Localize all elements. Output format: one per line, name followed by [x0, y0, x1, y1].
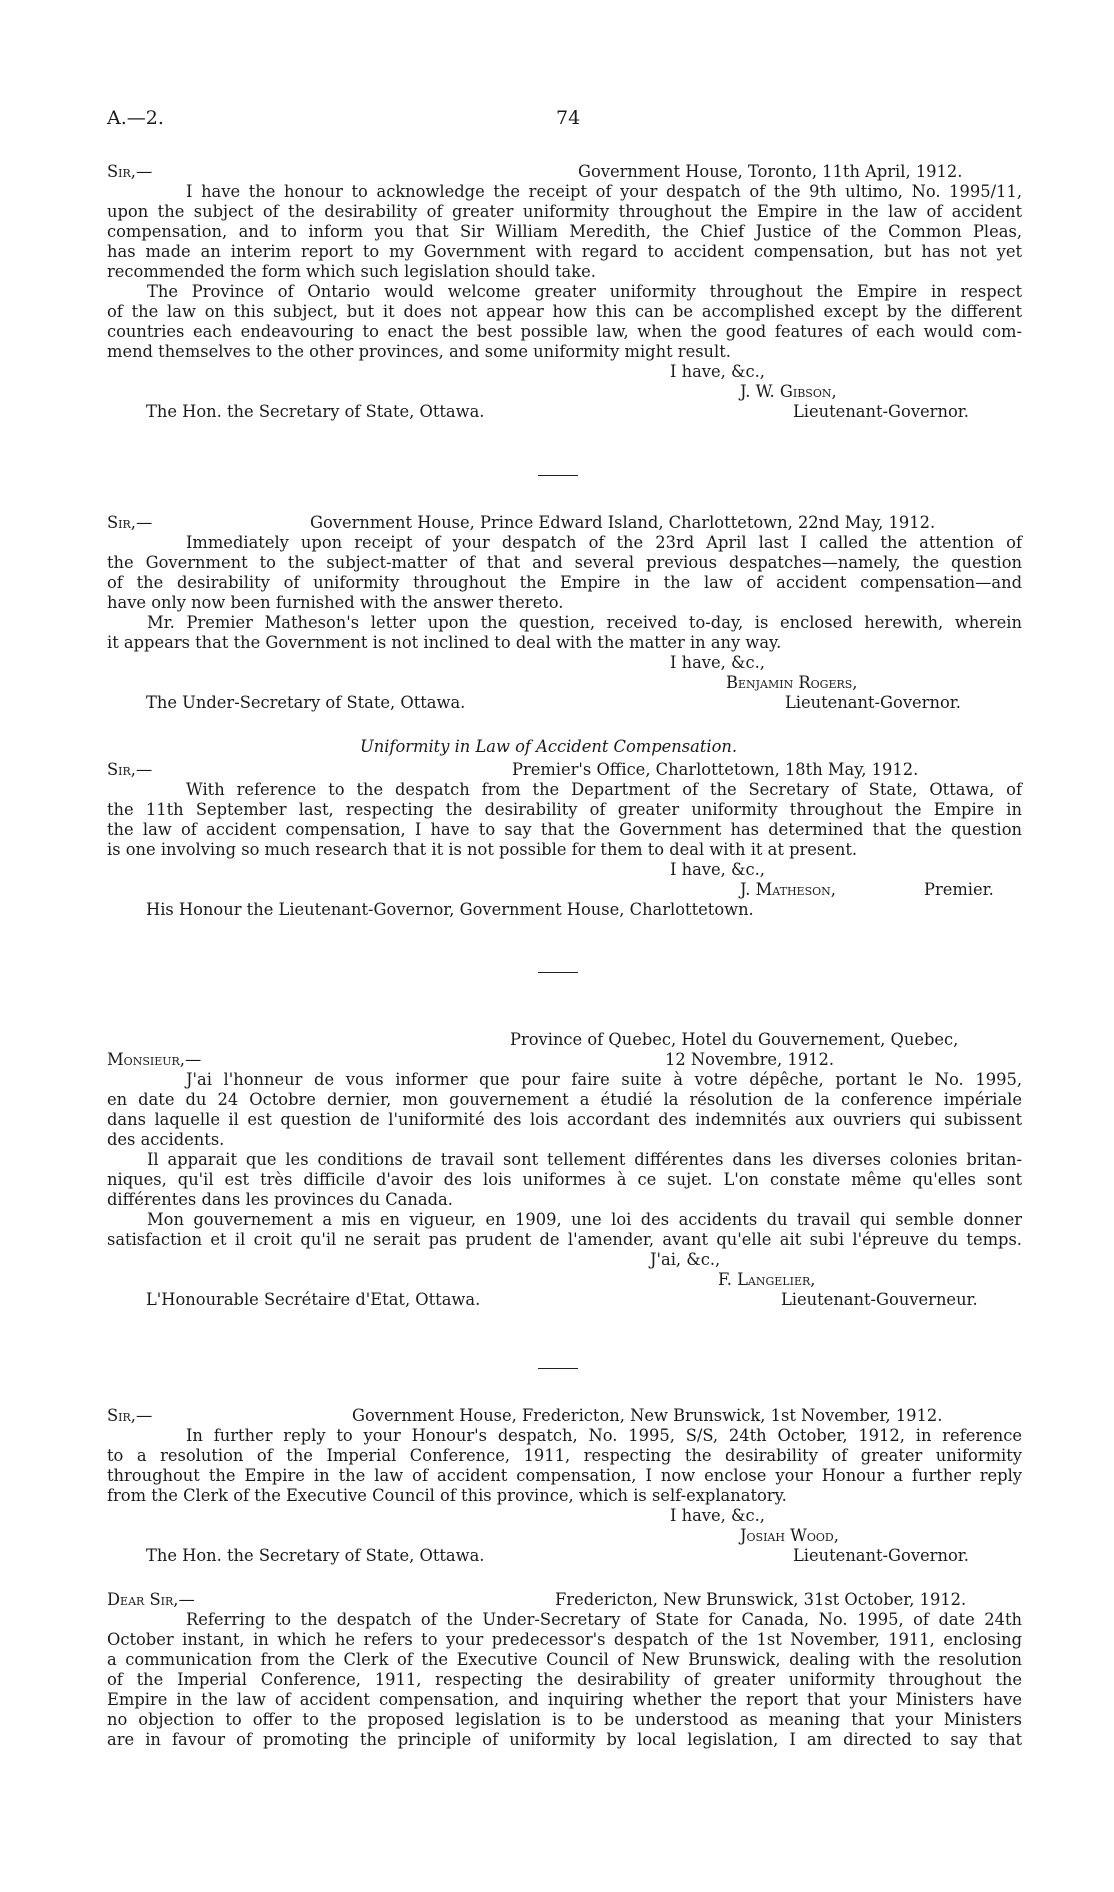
date: 12 Novembre, 1912. [665, 1050, 835, 1069]
paragraph-line: dans laquelle il est question de l'uniformité des lois accordant des indemnités aux ouvriers qui subissent [107, 1110, 1022, 1129]
paragraph-line: countries each endeavouring to enact the best possible law, when the good features of each would com- [107, 322, 1022, 341]
place: Province of Quebec, Hotel du Gouvernement, Quebec, [510, 1030, 959, 1049]
paragraph-line: of the desirability of uniformity throughout the Empire in the law of accident compensation—and [107, 573, 1022, 592]
signer: F. Langelier, [718, 1270, 816, 1289]
closing: I have, &c., [670, 362, 765, 381]
closing: I have, &c., [670, 1506, 765, 1525]
place-date: Premier's Office, Charlottetown, 18th May, 1912. [512, 760, 919, 779]
paragraph-line: Mr. Premier Matheson's letter upon the question, received to-day, is enclosed herewith, wherein [147, 613, 1022, 632]
paragraph-line: With reference to the despatch from the Department of the Secretary of State, Ottawa, of [186, 780, 1022, 799]
closing: I have, &c., [670, 860, 765, 879]
paragraph-line: from the Clerk of the Executive Council of this province, which is self-explanatory. [107, 1486, 787, 1505]
paragraph-line: the Government to the subject-matter of that and several previous despatches—namely, the question [107, 553, 1022, 572]
addressee: L'Honourable Secrétaire d'Etat, Ottawa. [146, 1290, 481, 1309]
paragraph-line: are in favour of promoting the principle of uniformity by local legislation, I am directed to say that [107, 1730, 1022, 1749]
paragraph-line: upon the subject of the desirability of greater uniformity throughout the Empire in the law of accident [107, 202, 1022, 221]
letter-heading: Uniformity in Law of Accident Compensation. [360, 737, 738, 756]
paragraph-line: to a resolution of the Imperial Conference, 1911, respecting the desirability of greater uniformity [107, 1446, 1022, 1465]
signer-title: Premier. [924, 880, 994, 899]
salutation: Dear Sir,— [107, 1590, 195, 1609]
paragraph-line: throughout the Empire in the law of accident compensation, I now enclose your Honour a further reply [107, 1466, 1022, 1485]
closing: I have, &c., [670, 653, 765, 672]
paragraph-line: Referring to the despatch of the Under-Secretary of State for Canada, No. 1995, of date 24th [186, 1610, 1022, 1629]
addressee: The Hon. the Secretary of State, Ottawa. [146, 402, 485, 421]
signer-title: Lieutenant-Governor. [785, 693, 961, 712]
addressee: His Honour the Lieutenant-Governor, Government House, Charlottetown. [146, 900, 754, 919]
page-number: 74 [556, 107, 581, 129]
paragraph-line: satisfaction et il croit qu'il ne serait pas prudent de l'amender, avant qu'elle ait subi l'épreuve du temps. [107, 1230, 1022, 1249]
paragraph-line: recommended the form which such legislation should take. [107, 262, 596, 281]
paragraph-line: the law of accident compensation, I have to say that the Government has determined that the question [107, 820, 1022, 839]
paragraph-line: Immediately upon receipt of your despatch of the 23rd April last I called the attention of [186, 533, 1022, 552]
signer: J. W. Gibson, [740, 382, 837, 401]
signer-title: Lieutenant-Governor. [793, 402, 969, 421]
signer: Benjamin Rogers, [726, 673, 858, 692]
document-reference: A.—2. [107, 107, 164, 129]
signer: Josiah Wood, [740, 1526, 839, 1545]
paragraph-line: a communication from the Clerk of the Executive Council of New Brunswick, dealing with the resolution [107, 1650, 1022, 1669]
paragraph-line: In further reply to your Honour's despatch, No. 1995, S/S, 24th October, 1912, in reference [186, 1426, 1022, 1445]
signer-title: Lieutenant-Gouverneur. [781, 1290, 978, 1309]
place-date: Government House, Fredericton, New Brunswick, 1st November, 1912. [352, 1406, 943, 1425]
paragraph-line: The Province of Ontario would welcome greater uniformity throughout the Empire in respect [147, 282, 1022, 301]
place-date: Government House, Toronto, 11th April, 1912. [578, 162, 963, 181]
paragraph-line: of the law on this subject, but it does not appear how this can be accomplished except by the different [107, 302, 1022, 321]
section-divider [538, 1368, 578, 1369]
salutation: Sir,— [107, 513, 153, 532]
paragraph-line: I have the honour to acknowledge the receipt of your despatch of the 9th ultimo, No. 1995/11, [186, 182, 1022, 201]
closing: J'ai, &c., [650, 1250, 721, 1269]
paragraph-line: is one involving so much research that it is not possible for them to deal with it at present. [107, 840, 858, 859]
signer: J. Matheson, [740, 880, 836, 899]
salutation: Monsieur,— [107, 1050, 202, 1069]
salutation: Sir,— [107, 1406, 153, 1425]
paragraph-line: Empire in the law of accident compensation, and inquiring whether the report that your Ministers have [107, 1690, 1022, 1709]
paragraph-line: Il apparait que les conditions de travail sont tellement différentes dans les diverses colonies britan- [147, 1150, 1022, 1169]
paragraph-line: no objection to offer to the proposed legislation is to be understood as meaning that your Ministers [107, 1710, 1022, 1729]
signer-title: Lieutenant-Governor. [793, 1546, 969, 1565]
paragraph-line: niques, qu'il est très difficile d'avoir des lois uniformes à ce sujet. L'on constate même qu'elles sont [107, 1170, 1022, 1189]
salutation: Sir,— [107, 760, 153, 779]
paragraph-line: compensation, and to inform you that Sir William Meredith, the Chief Justice of the Common Pleas, [107, 222, 1022, 241]
paragraph-line: Mon gouvernement a mis en vigueur, en 1909, une loi des accidents du travail qui semble donner [147, 1210, 1022, 1229]
paragraph-line: has made an interim report to my Government with regard to accident compensation, but has not yet [107, 242, 1022, 261]
paragraph-line: en date du 24 Octobre dernier, mon gouvernement a étudié la résolution de la conference impériale [107, 1090, 1022, 1109]
paragraph-line: of the Imperial Conference, 1911, respecting the desirability of greater uniformity throughout the [107, 1670, 1022, 1689]
paragraph-line: have only now been furnished with the answer thereto. [107, 593, 564, 612]
salutation: Sir,— [107, 162, 153, 181]
paragraph-line: October instant, in which he refers to your predecessor's despatch of the 1st November, 1911, enclosing [107, 1630, 1022, 1649]
paragraph-line: it appears that the Government is not inclined to deal with the matter in any way. [107, 633, 782, 652]
addressee: The Under-Secretary of State, Ottawa. [146, 693, 466, 712]
section-divider [538, 475, 578, 476]
paragraph-line: différentes dans les provinces du Canada. [107, 1190, 453, 1209]
place-date: Government House, Prince Edward Island, Charlottetown, 22nd May, 1912. [310, 513, 936, 532]
place-date: Fredericton, New Brunswick, 31st October, 1912. [555, 1590, 967, 1609]
section-divider [538, 972, 578, 973]
paragraph-line: des accidents. [107, 1130, 225, 1149]
addressee: The Hon. the Secretary of State, Ottawa. [146, 1546, 485, 1565]
paragraph-line: J'ai l'honneur de vous informer que pour faire suite à votre dépêche, portant le No. 1995, [186, 1070, 1022, 1089]
paragraph-line: mend themselves to the other provinces, and some uniformity might result. [107, 342, 731, 361]
paragraph-line: the 11th September last, respecting the desirability of greater uniformity throughout the Empire in [107, 800, 1022, 819]
